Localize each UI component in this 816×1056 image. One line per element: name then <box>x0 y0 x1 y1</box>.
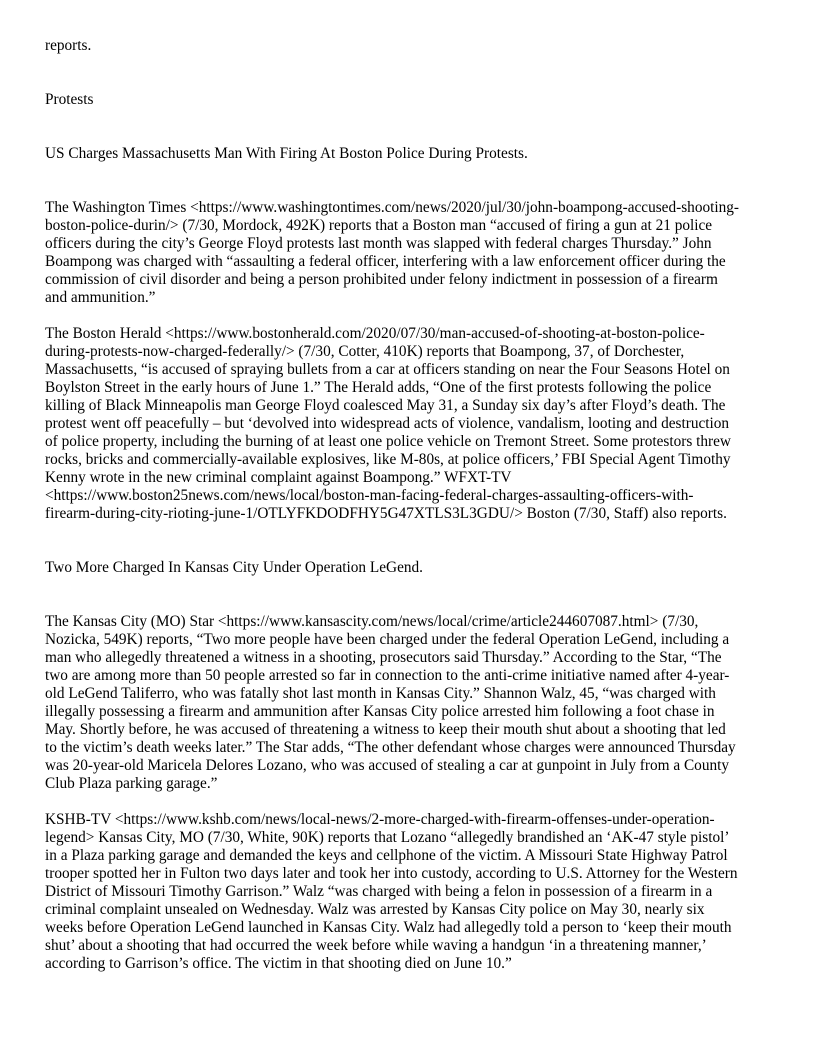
paragraph-line: man who allegedly threatened a witness in a shooting, prosecutors said Thursday.” According to the Star, “The <box>45 649 722 666</box>
story-headline: US Charges Massachusetts Man With Firing At Boston Police During Protests. <box>45 145 528 162</box>
paragraph-line: Boampong was charged with “assaulting a federal officer, interfering with a law enforcement officer during the <box>45 253 726 270</box>
section-heading: Protests <box>45 91 94 108</box>
paragraph-line: Club Plaza parking garage.” <box>45 775 218 792</box>
paragraph-line: The Kansas City (MO) Star <https://www.kansascity.com/news/local/crime/article244607087.html> (7/30, <box>45 613 699 630</box>
paragraph-line: <https://www.boston25news.com/news/local/boston-man-facing-federal-charges-assaulting-officers-with- <box>45 487 694 504</box>
document-page <box>45 37 775 973</box>
paragraph-line: boston-police-durin/> (7/30, Mordock, 492K) reports that a Boston man “accused of firing a gun at 21 police <box>45 217 713 234</box>
paragraph-line: weeks before Operation LeGend launched in Kansas City. Walz had allegedly told a person to ‘keep their mouth <box>45 919 732 936</box>
story-headline: Two More Charged In Kansas City Under Operation LeGend. <box>45 559 424 576</box>
story-paragraph <box>45 613 775 793</box>
story-boston <box>45 145 775 523</box>
paragraph-line: May. Shortly before, he was accused of threatening a witness to keep their mouth shut about a shooting that led <box>45 721 726 738</box>
paragraph-line: and ammunition.” <box>45 289 156 306</box>
story-kansas-city <box>45 559 775 973</box>
story-paragraph <box>45 325 775 523</box>
paragraph-line: KSHB-TV <https://www.kshb.com/news/local-news/2-more-charged-with-firearm-offenses-under-operation- <box>45 811 715 828</box>
paragraph-line: Kenny wrote in the new criminal complaint against Boampong.” WFXT-TV <box>45 469 512 486</box>
paragraph-line: was 20-year-old Maricela Delores Lozano, who was accused of stealing a car at gunpoint in July from a County <box>45 757 730 774</box>
paragraph-line: The Washington Times <https://www.washingtontimes.com/news/2020/jul/30/john-boampong-accused-shooting- <box>45 199 740 216</box>
paragraph-line: District of Missouri Timothy Garrison.” Walz “was charged with being a felon in possession of a firearm in a <box>45 883 713 900</box>
paragraph-line: legend> Kansas City, MO (7/30, White, 90K) reports that Lozano “allegedly brandished an ‘AK-47 style pistol’ <box>45 829 730 846</box>
paragraph-line: according to Garrison’s office. The victim in that shooting died on June 10.” <box>45 955 512 972</box>
story-paragraph <box>45 199 775 307</box>
paragraph-line: rocks, bricks and commercially-available explosives, like M-80s, at police officers,’ FBI Special Agent Timothy <box>45 451 731 468</box>
paragraph-line: Nozicka, 549K) reports, “Two more people have been charged under the federal Operation LeGend, including a <box>45 631 730 648</box>
paragraph-line: Boylston Street in the early hours of June 1.” The Herald adds, “One of the first protests following the police <box>45 379 712 396</box>
paragraph-line: Massachusetts, “is accused of spraying bullets from a car at officers standing on near the Four Seasons Hotel on <box>45 361 730 378</box>
paragraph-line: commission of civil disorder and being a person prohibited under felony indictment in possession of a firearm <box>45 271 718 288</box>
paragraph-line: firearm-during-city-rioting-june-1/OTLYFKDODFHY5G47XTLS3L3GDU/> Boston (7/30, Staff) also reports. <box>45 505 727 522</box>
paragraph-line: officers during the city’s George Floyd protests last month was slapped with federal charges Thursday.” John <box>45 235 712 252</box>
paragraph-line: criminal complaint unsealed on Wednesday. Walz was arrested by Kansas City police on May 30, nearly six <box>45 901 705 918</box>
paragraph-line: The Boston Herald <https://www.bostonherald.com/2020/07/30/man-accused-of-shooting-at-boston-police- <box>45 325 705 342</box>
paragraph-line: protest went off peacefully – but ‘devolved into widespread acts of violence, vandalism, looting and destruction <box>45 415 730 432</box>
paragraph-line: illegally possessing a firearm and ammunition after Kansas City police arrested him following a foot chase in <box>45 703 715 720</box>
intro-tail-text: reports. <box>45 37 92 54</box>
paragraph-line: during-protests-now-charged-federally/> (7/30, Cotter, 410K) reports that Boampong, 37, of Dorchester, <box>45 343 685 360</box>
paragraph-line: to the victim’s death weeks later.” The Star adds, “The other defendant whose charges were announced Thursday <box>45 739 736 756</box>
paragraph-line: trooper spotted her in Fulton two days later and took her into custody, according to U.S. Attorney for the Western <box>45 865 738 882</box>
paragraph-line: killing of Black Minneapolis man George Floyd coalesced May 31, a Sunday six day’s after Floyd’s death. The <box>45 397 726 414</box>
story-paragraph <box>45 811 775 973</box>
paragraph-line: old LeGend Taliferro, who was fatally shot last month in Kansas City.” Shannon Walz, 45, “was charged with <box>45 685 716 702</box>
paragraph-line: in a Plaza parking garage and demanded the keys and cellphone of the victim. A Missouri State Highway Patrol <box>45 847 728 864</box>
paragraph-line: two are among more than 50 people arrested so far in connection to the anti-crime initiative named after 4-year- <box>45 667 730 684</box>
paragraph-line: of police property, including the burning of at least one police vehicle on Tremont Street. Some protestors threw <box>45 433 731 450</box>
paragraph-line: shut’ about a shooting that had occurred the week before while waving a handgun ‘in a threatening manner,’ <box>45 937 707 954</box>
